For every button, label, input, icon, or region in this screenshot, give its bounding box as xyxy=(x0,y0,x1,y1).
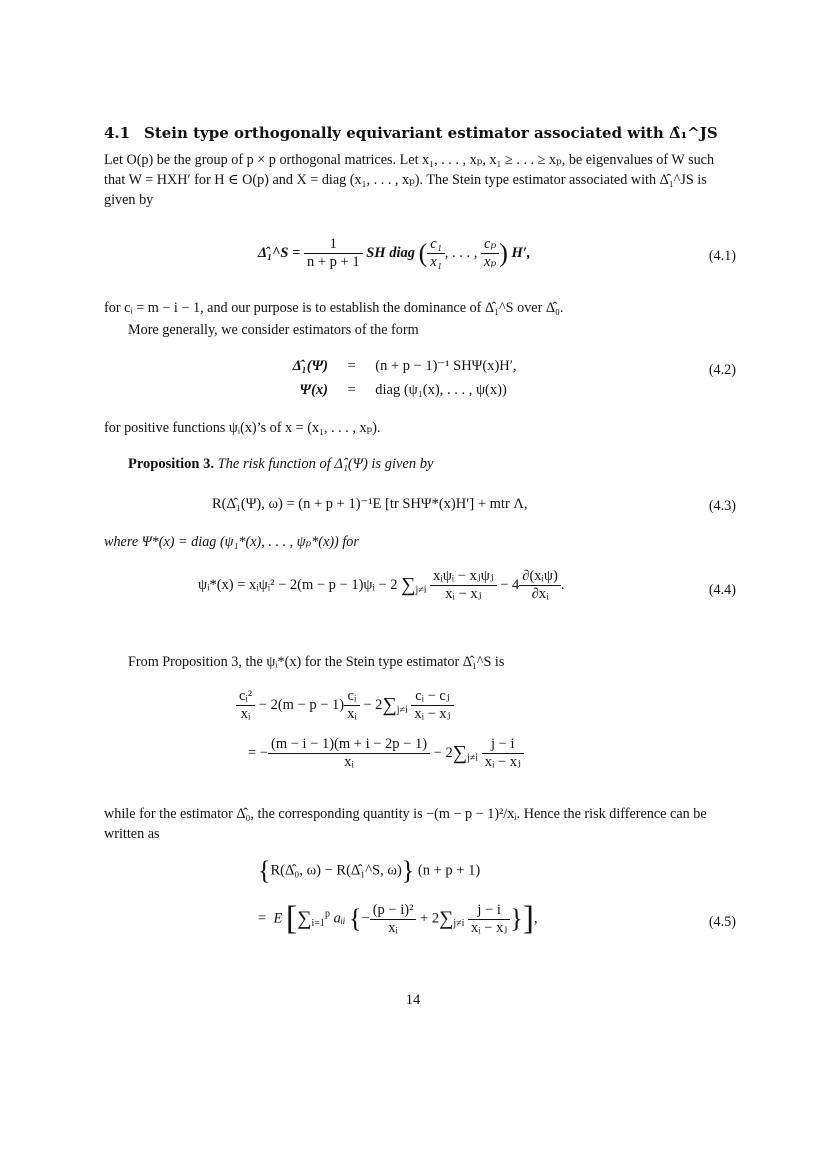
equation-number-4-3: (4.3) xyxy=(708,498,736,514)
paragraph-intro: Let O(p) be the group of p × p orthogonal matrices. Let x₁, . . . , xₚ, x₁ ≥ . . . ≥ xₚ, be eigenvalues of W such that W = HXH′ for H ∈ O(p) and X = diag (x₁, . . . , xₚ). The Stein type estimator associated with Δ̂₁^JS is given by xyxy=(104,152,715,208)
equation-4-4: ψᵢ*(x) = xᵢψᵢ² − 2(m − p − 1)ψᵢ − 2 $\sum_{j\ne i}$ $\frac{\text{xᵢψᵢ − xⱼψⱼ}}{\text{xᵢ − xⱼ}}$ − 4 $\frac{\text{∂(xᵢψ)}}{\text{∂xᵢ}}$ . xyxy=(198,568,565,602)
equation-4-5-line2: = E [$\sum_{i=1}^p$ aᵢᵢ {− $\frac{\text{(p − i)²}}{\text{xᵢ}}$ + $2\sum_{j\ne i}$ $\frac{j - i}{\text{xᵢ − xⱼ}}$ }], xyxy=(258,900,538,937)
paragraph-from-prop3: From Proposition 3, the ψᵢ*(x) for the Stein type estimator Δ̂₁^S is xyxy=(128,654,505,670)
paragraph-where: where Ψ*(x) = diag (ψ₁*(x), . . . , ψₚ*(x)) for xyxy=(104,534,359,550)
paragraph-positive-functions: for positive functions ψᵢ(x)’s of x = (x₁, . . . , xₚ). xyxy=(104,420,381,436)
equation-stein-psi-line2: = − $\frac{(m - i - 1)(m + i - 2p - 1)}{\text{xᵢ}}$ − $2\sum_{j\ne i}$ $\frac{j - i}{\text{xᵢ − xⱼ}}$ xyxy=(248,736,524,771)
eq41-fraction: $\frac{1}{n + p + 1}$ xyxy=(304,236,363,271)
page-number: 14 xyxy=(405,992,421,1008)
equation-4-5-line1: {R(Δ̂₀, ω) − R(Δ̂₁^S, ω)} (n + p + 1) xyxy=(258,856,481,885)
eq41-tail: H′, xyxy=(511,244,531,261)
proposition-3 xyxy=(128,456,433,473)
section-heading xyxy=(104,124,744,142)
equation-number-4-2: (4.2) xyxy=(708,362,736,378)
paragraph-dominance: for cᵢ = m − i − 1, and our purpose is to establish the dominance of Δ̂₁^S over Δ̂₀. xyxy=(104,300,564,316)
equation-4-3: R(Δ̂₁(Ψ), ω) = (n + p + 1)⁻¹E [tr SHΨ*(x)H′] + mtr Λ, xyxy=(212,496,528,512)
equation-number-4-1: (4.1) xyxy=(708,248,736,264)
section-number: 4.1 xyxy=(104,124,131,142)
paragraph-while: while for the estimator Δ̂₀, the corresponding quantity is −(m − p − 1)²/xᵢ. Hence the risk difference can be written as xyxy=(104,806,707,842)
section-title: Stein type orthogonally equivariant estimator associated with Δ̂₁^JS xyxy=(144,124,718,142)
equation-number-4-4: (4.4) xyxy=(708,582,736,598)
equation-4-2-line2: Ψ(x) = diag (ψ₁(x), . . . , ψ(x)) xyxy=(299,382,507,398)
eq41-lhs: Δ̂₁^S = xyxy=(258,244,301,261)
equation-4-1: Δ̂₁^S = $\frac{1}{n + p + 1}$ SH diag ( $\frac{\text{c₁}}{\text{x₁}}$ , . . . , $\frac{\text{cₚ}}{\text{xₚ}}$ ) H′, xyxy=(258,236,531,270)
eq41-body: SH diag xyxy=(366,244,415,261)
equation-stein-psi-line1: $\frac{\text{cᵢ²}}{\text{xᵢ}}$ − 2(m − p − 1) $\frac{\text{cᵢ}}{\text{xᵢ}}$ − $2\sum_{j\ne i}$ $\frac{\text{cᵢ − cⱼ}}{\text{xᵢ − xⱼ}}$ xyxy=(236,688,454,723)
proposition-statement: The risk function of Δ̂₁(Ψ) is given by xyxy=(217,456,434,472)
equation-4-2-line1: Δ̂₁(Ψ) = (n + p − 1)⁻¹ SHΨ(x)H′, xyxy=(292,358,517,374)
paragraph-general: More generally, we consider estimators of the form xyxy=(128,322,419,338)
proposition-label: Proposition 3. xyxy=(128,456,214,472)
equation-number-4-5: (4.5) xyxy=(708,914,736,930)
